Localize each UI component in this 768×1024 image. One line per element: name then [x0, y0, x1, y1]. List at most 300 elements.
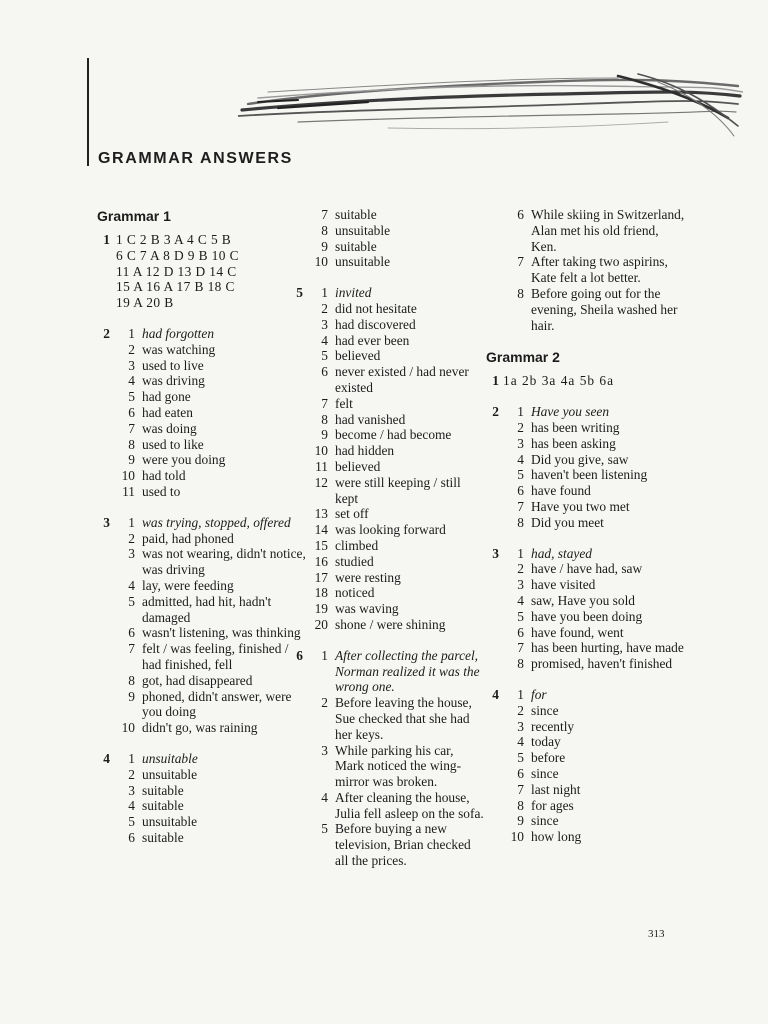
item-text: have visited — [531, 577, 596, 593]
item-number: 1 — [321, 647, 328, 663]
item-text: unsuitable — [335, 254, 391, 270]
item-number: 4 — [128, 373, 135, 389]
answer-item — [110, 342, 307, 358]
item-text: was looking forward — [335, 522, 446, 538]
answer-item — [303, 570, 485, 586]
answer-item — [499, 404, 686, 420]
item-number: 8 — [321, 222, 328, 238]
exercise — [97, 326, 307, 500]
item-number: 7 — [128, 641, 135, 657]
item-text: has been writing — [531, 419, 620, 435]
item-number: 9 — [517, 813, 524, 829]
item-text: since — [531, 702, 559, 718]
item-text: used to like — [142, 436, 204, 452]
item-text: Before leaving the house, Sue checked that she had her keys. — [335, 695, 472, 742]
item-text: unsuitable — [142, 814, 198, 830]
item-text: unsuitable — [335, 222, 391, 238]
item-text: Before going out for the evening, Sheila washed her hair. — [531, 285, 678, 333]
answer-item — [499, 609, 686, 625]
answer-item — [110, 358, 307, 374]
item-number: 3 — [517, 577, 524, 593]
item-text: had eaten — [142, 404, 193, 420]
answer-item — [110, 326, 307, 342]
item-text: were you doing — [142, 452, 226, 468]
exercise — [97, 232, 307, 311]
item-text: never existed / had never existed — [335, 364, 469, 395]
item-text: After cleaning the house, Julia fell asleep on the sofa. — [335, 789, 484, 821]
item-text: Have you seen — [531, 404, 610, 420]
item-number: 3 — [321, 316, 328, 332]
item-number: 8 — [517, 797, 524, 813]
answer-item — [110, 641, 307, 673]
item-number: 19 — [314, 601, 328, 617]
item-text: admitted, had hit, hadn't damaged — [142, 593, 272, 625]
exercise-number: 6 — [296, 647, 303, 663]
item-number: 7 — [321, 207, 328, 222]
exercise — [97, 751, 307, 846]
item-number: 1 — [128, 325, 135, 341]
answer-item — [499, 782, 686, 798]
exercise — [290, 285, 485, 633]
item-text: unsuitable — [142, 750, 198, 766]
item-number: 11 — [315, 458, 328, 474]
item-text: suitable — [142, 782, 184, 798]
answer-item — [110, 452, 307, 468]
answer-item — [499, 798, 686, 814]
item-number: 1 — [321, 285, 328, 301]
item-number: 18 — [314, 585, 328, 601]
answer-item — [303, 239, 485, 255]
answers-column-3 — [486, 207, 686, 860]
item-text: suitable — [335, 238, 377, 254]
answer-item — [499, 766, 686, 782]
answer-item — [110, 814, 307, 830]
item-text: invited — [335, 285, 372, 301]
answer-item — [499, 286, 686, 333]
item-number: 10 — [314, 443, 328, 459]
answer-item — [499, 499, 686, 515]
answers-column-1 — [97, 207, 307, 861]
item-text: was not wearing, didn't notice, was driving — [142, 546, 306, 578]
answer-item — [110, 373, 307, 389]
item-text: have found — [531, 483, 591, 499]
exercise-answers — [303, 285, 485, 633]
answer-item — [110, 389, 307, 405]
answer-item — [499, 687, 686, 703]
item-text: have you been doing — [531, 608, 643, 624]
item-text: believed — [335, 348, 381, 364]
answer-item — [499, 625, 686, 641]
item-number: 9 — [321, 238, 328, 254]
answer-item — [303, 223, 485, 239]
answer-item — [110, 546, 307, 578]
item-number: 10 — [510, 829, 524, 845]
answer-item — [303, 364, 485, 396]
answer-item — [110, 437, 307, 453]
item-number: 5 — [128, 389, 135, 405]
item-number: 8 — [517, 514, 524, 530]
answer-item — [303, 554, 485, 570]
answer-item — [110, 798, 307, 814]
answer-item — [303, 348, 485, 364]
item-number: 7 — [128, 420, 135, 436]
item-number: 12 — [314, 474, 328, 490]
item-text: suitable — [142, 829, 184, 845]
answer-item — [303, 427, 485, 443]
item-number: 17 — [314, 569, 328, 585]
item-number: 5 — [321, 348, 328, 364]
item-text: While parking his car, Mark noticed the wing-mirror was broken. — [335, 742, 462, 790]
item-number: 9 — [128, 452, 135, 468]
item-text: suitable — [142, 798, 184, 814]
item-text: Did you meet — [531, 514, 604, 530]
exercise — [486, 546, 686, 672]
item-number: 4 — [517, 592, 524, 608]
answer-item — [303, 585, 485, 601]
item-text: After collecting the parcel, Norman realized it was the wrong one. — [335, 647, 480, 695]
brush-stroke-decoration — [238, 56, 743, 146]
item-text: did not hesitate — [335, 300, 417, 316]
item-number: 1 — [517, 404, 524, 420]
exercise — [97, 515, 307, 736]
answer-item — [303, 317, 485, 333]
exercise-number: 4 — [103, 750, 110, 766]
exercise-answers — [110, 751, 307, 846]
exercise-answers — [499, 207, 686, 333]
item-number: 2 — [321, 695, 328, 711]
answer-item — [499, 515, 686, 531]
exercise-answers — [110, 515, 307, 736]
answer-grid-row: 1 C 2 B 3 A 4 C 5 B — [116, 232, 232, 247]
item-number: 16 — [314, 553, 328, 569]
answer-item — [303, 601, 485, 617]
item-text: While skiing in Switzerland, Alan met his old friend, Ken. — [531, 207, 685, 254]
item-number: 10 — [314, 254, 328, 270]
item-text: wasn't listening, was thinking — [142, 625, 301, 641]
item-number: 3 — [128, 782, 135, 798]
item-text: phoned, didn't answer, were you doing — [142, 688, 292, 720]
item-number: 13 — [314, 506, 328, 522]
answer-item — [499, 546, 686, 562]
margin-rule — [87, 58, 89, 166]
exercise-answers — [110, 232, 307, 311]
item-text: become / had become — [335, 427, 452, 443]
answer-item — [110, 594, 307, 626]
item-number: 2 — [128, 530, 135, 546]
item-text: noticed — [335, 585, 375, 601]
item-number: 7 — [321, 395, 328, 411]
section-heading: Grammar 1 — [97, 208, 171, 224]
answer-item — [499, 207, 686, 254]
item-text: had gone — [142, 389, 191, 405]
item-number: 10 — [121, 468, 135, 484]
item-number: 4 — [321, 332, 328, 348]
exercise-number: 4 — [492, 686, 499, 702]
item-text: got, had disappeared — [142, 672, 253, 688]
answer-item — [303, 396, 485, 412]
answer-item — [499, 420, 686, 436]
item-text: were resting — [335, 569, 401, 585]
answer-item — [499, 750, 686, 766]
answer-item — [303, 695, 485, 742]
exercise-number: 1 — [492, 373, 499, 389]
exercise-number: 2 — [492, 404, 499, 420]
item-text: climbed — [335, 537, 379, 553]
item-text: had hidden — [335, 443, 395, 459]
answer-item — [499, 656, 686, 672]
item-number: 3 — [321, 742, 328, 758]
answer-item — [303, 648, 485, 695]
answer-grid-row: 11 A 12 D 13 D 14 C — [116, 263, 237, 279]
exercise — [290, 207, 485, 270]
item-number: 6 — [517, 765, 524, 781]
item-number: 2 — [128, 341, 135, 357]
answer-item — [303, 254, 485, 270]
item-text: last night — [531, 781, 581, 797]
exercise-number — [290, 207, 303, 270]
item-text: Before buying a new television, Brian checked all the prices. — [335, 821, 471, 869]
item-number: 6 — [321, 364, 328, 380]
answer-item — [499, 577, 686, 593]
item-number: 4 — [128, 577, 135, 593]
item-number: 2 — [321, 300, 328, 316]
answer-item — [110, 531, 307, 547]
answer-item — [110, 720, 307, 736]
item-text: since — [531, 765, 559, 781]
exercise — [486, 373, 686, 389]
item-text: haven't been listening — [531, 467, 648, 483]
answers-column-2 — [290, 207, 485, 884]
item-text: had, stayed — [531, 545, 592, 561]
item-text: set off — [335, 506, 369, 522]
answer-item — [499, 561, 686, 577]
item-text: since — [531, 813, 559, 829]
item-number: 6 — [517, 207, 524, 222]
answer-grid-row: 6 C 7 A 8 D 9 B 10 C — [116, 247, 239, 263]
answer-item — [499, 483, 686, 499]
item-number: 8 — [321, 411, 328, 427]
item-number: 8 — [517, 285, 524, 301]
item-text: After taking two aspirins, Kate felt a lot better. — [531, 254, 668, 286]
exercise — [486, 404, 686, 530]
page-number: 313 — [648, 928, 665, 940]
answer-item — [110, 484, 307, 500]
item-number: 8 — [517, 656, 524, 672]
exercise-answers — [499, 546, 686, 672]
answer-item — [499, 813, 686, 829]
item-text: had ever been — [335, 332, 410, 348]
answer-item — [110, 767, 307, 783]
item-text: promised, haven't finished — [531, 656, 673, 672]
answer-item — [303, 538, 485, 554]
item-number: 5 — [128, 593, 135, 609]
item-number: 14 — [314, 522, 328, 538]
answer-item — [303, 301, 485, 317]
answer-item — [303, 506, 485, 522]
item-number: 4 — [321, 789, 328, 805]
item-number: 20 — [314, 616, 328, 632]
answer-item — [110, 783, 307, 799]
answer-item — [110, 421, 307, 437]
item-text: paid, had phoned — [142, 530, 234, 546]
answer-item — [499, 829, 686, 845]
item-number: 10 — [121, 720, 135, 736]
item-text: studied — [335, 553, 374, 569]
item-text: used to live — [142, 357, 204, 373]
item-number: 1 — [517, 545, 524, 561]
item-number: 4 — [517, 734, 524, 750]
item-number: 2 — [517, 561, 524, 577]
exercise-number: 1 — [103, 232, 110, 247]
answer-item — [499, 436, 686, 452]
item-number: 11 — [122, 483, 135, 499]
item-number: 2 — [517, 419, 524, 435]
item-text: have found, went — [531, 624, 624, 640]
item-number: 15 — [314, 537, 328, 553]
item-text: recently — [531, 718, 575, 734]
answer-item — [499, 593, 686, 609]
exercise-answers — [303, 207, 485, 270]
item-text: had vanished — [335, 411, 406, 427]
exercise — [486, 207, 686, 333]
item-text: lay, were feeding — [142, 577, 234, 593]
item-text: were still keeping / still kept — [335, 474, 461, 506]
page-title: GRAMMAR ANSWERS — [98, 150, 293, 167]
item-text: has been asking — [531, 435, 616, 451]
item-number: 9 — [321, 427, 328, 443]
answer-item — [110, 830, 307, 846]
item-number: 6 — [128, 404, 135, 420]
item-number: 4 — [128, 798, 135, 814]
item-number: 7 — [517, 498, 524, 514]
section-heading: Grammar 2 — [486, 349, 560, 366]
answer-item — [499, 254, 686, 286]
answer-item — [499, 734, 686, 750]
item-text: has been hurting, have made — [531, 640, 684, 656]
item-number: 3 — [128, 357, 135, 373]
answer-item — [303, 207, 485, 223]
answer-item — [110, 625, 307, 641]
answer-item — [303, 522, 485, 538]
item-number: 6 — [128, 625, 135, 641]
exercise — [486, 687, 686, 845]
item-text: suitable — [335, 207, 377, 222]
item-text: for — [531, 686, 547, 702]
answer-item — [499, 452, 686, 468]
item-text: saw, Have you sold — [531, 592, 636, 608]
item-number: 1 — [128, 750, 135, 766]
item-number: 2 — [128, 766, 135, 782]
exercise-answers — [110, 326, 307, 500]
item-text: for ages — [531, 797, 574, 813]
item-number: 8 — [128, 672, 135, 688]
item-number: 5 — [517, 750, 524, 766]
item-text: believed — [335, 458, 381, 474]
answer-item — [303, 443, 485, 459]
exercise-number — [486, 207, 499, 333]
item-text: felt / was feeling, finished / had finished, fell — [142, 641, 289, 672]
item-text: was waving — [335, 601, 399, 617]
item-text: felt — [335, 395, 353, 411]
exercise-answers — [499, 404, 686, 530]
answer-item — [303, 285, 485, 301]
answer-grid-row: 15 A 16 A 17 B 18 C — [116, 279, 235, 295]
item-text: had discovered — [335, 316, 416, 332]
item-number: 1 — [517, 686, 524, 702]
item-number: 5 — [517, 467, 524, 483]
item-number: 7 — [517, 254, 524, 270]
item-number: 2 — [517, 702, 524, 718]
exercise-number: 3 — [492, 545, 499, 561]
item-text: didn't go, was raining — [142, 720, 258, 736]
item-text: before — [531, 750, 566, 766]
item-text: Have you two met — [531, 498, 630, 514]
exercise-answers — [499, 687, 686, 845]
answer-item — [303, 412, 485, 428]
item-text: had forgotten — [142, 325, 215, 341]
item-text: was driving — [142, 373, 205, 389]
item-text: used to — [142, 483, 181, 499]
answer-item — [303, 790, 485, 822]
answer-item — [303, 743, 485, 790]
item-number: 8 — [128, 436, 135, 452]
item-number: 7 — [517, 781, 524, 797]
item-text: was trying, stopped, offered — [142, 514, 291, 530]
item-number: 5 — [517, 608, 524, 624]
answer-item — [499, 640, 686, 656]
answer-item — [303, 617, 485, 633]
item-text: shone / were shining — [335, 616, 446, 632]
exercise-answers — [499, 373, 686, 389]
item-text: have / have had, saw — [531, 561, 643, 577]
item-text: had told — [142, 468, 186, 484]
answer-item — [499, 467, 686, 483]
item-number: 6 — [517, 483, 524, 499]
answer-item — [110, 673, 307, 689]
answer-item — [110, 515, 307, 531]
item-text: unsuitable — [142, 766, 198, 782]
exercise — [290, 648, 485, 869]
exercise-number: 3 — [103, 514, 110, 530]
answer-item — [110, 468, 307, 484]
answer-item — [110, 578, 307, 594]
item-number: 6 — [128, 829, 135, 845]
answer-item — [499, 719, 686, 735]
exercise-answers — [303, 648, 485, 869]
item-number: 6 — [517, 624, 524, 640]
answer-item — [110, 689, 307, 721]
item-number: 3 — [517, 435, 524, 451]
item-number: 3 — [517, 718, 524, 734]
item-number: 1 — [128, 514, 135, 530]
item-number: 3 — [128, 546, 135, 562]
answer-item — [303, 475, 485, 507]
exercise-number: 2 — [103, 325, 110, 341]
item-number: 4 — [517, 451, 524, 467]
item-number: 5 — [128, 814, 135, 830]
item-text: Did you give, saw — [531, 451, 629, 467]
answer-grid-row: 19 A 20 B — [116, 295, 174, 311]
item-text: how long — [531, 829, 582, 845]
answer-item — [303, 821, 485, 868]
exercise-number: 5 — [296, 285, 303, 301]
answer-item — [110, 405, 307, 421]
answer-grid-row: 1a 2b 3a 4a 5b 6a — [503, 373, 615, 389]
answer-item — [110, 751, 307, 767]
item-number: 9 — [128, 688, 135, 704]
item-number: 7 — [517, 640, 524, 656]
answer-item — [303, 333, 485, 349]
